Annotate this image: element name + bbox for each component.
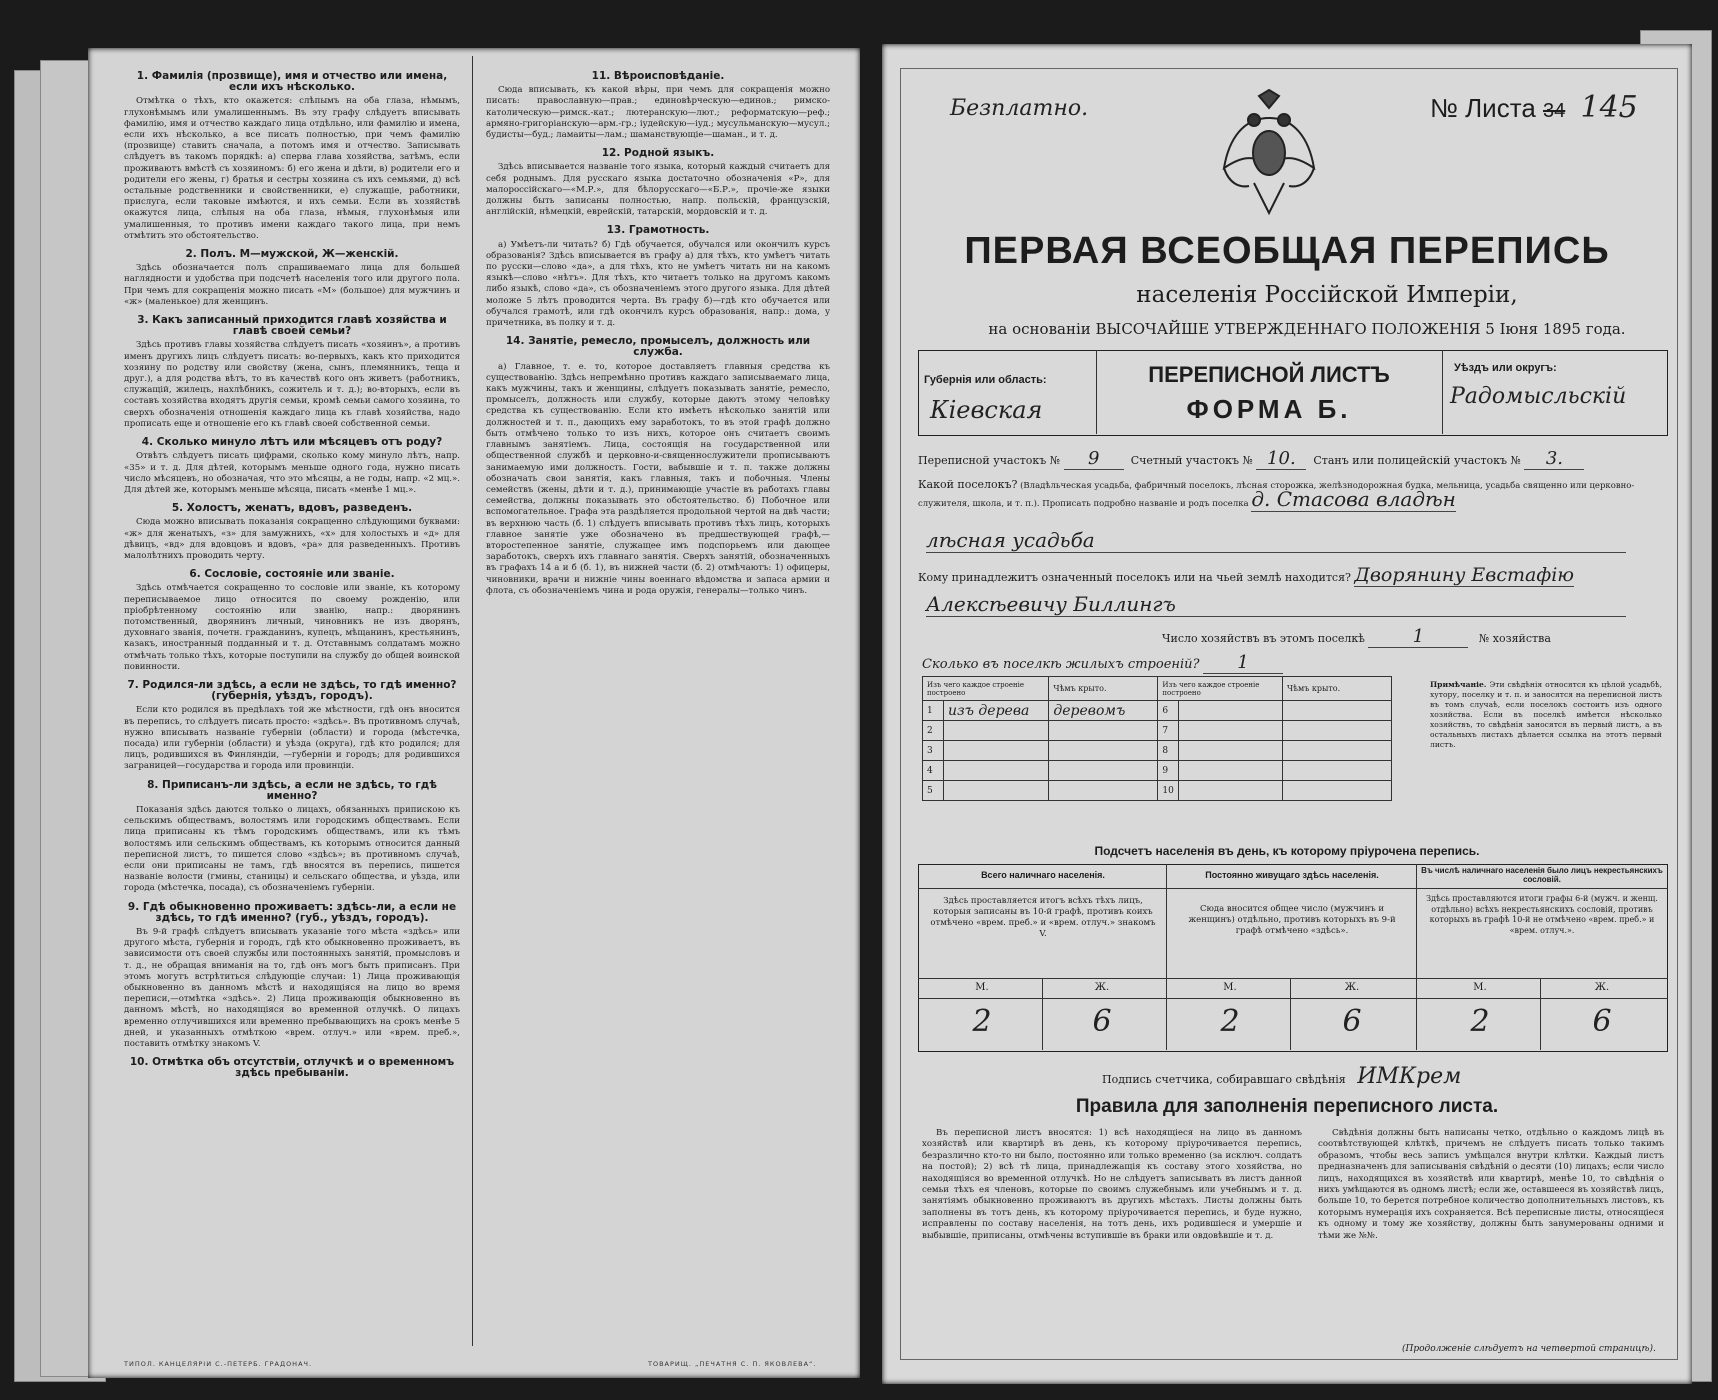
owner-value-2: Алексѣевичу Биллингъ: [926, 592, 1626, 617]
empty-cell: [1049, 721, 1158, 741]
poselok-label: Какой поселокъ?: [918, 478, 1018, 491]
instruction-text: Здѣсь противъ главы хозяйства слѣдуетъ писать «хозяинъ», а противъ именъ другихъ лицъ слѣдуетъ писать: во-первыхъ, какъ кто приходится хозяину по родству или свойству (жена, сынъ, племянникъ, теща и друг.), а для родства вѣтъ, то въ качествѣ кого онъ живетъ (работникъ, служащій, жилецъ, нахлѣбникъ, сожитель и т. д.); во-вторыхъ, если въ составъ хозяйства входятъ другія семьи, кромѣ семьи самого хозяина, то сверхъ обозначенія отношенія каждаго лица къ главѣ хозяйства, надо прописать еще и отношеніе его къ главѣ своей собственной семьи.: [124, 340, 460, 429]
instruction-text: Отвѣтъ слѣдуетъ писать цифрами, сколько кому минуло лѣтъ, напр. «35» и т. д. Для дѣтей, которымъ меньше одного года, нужно писать число мѣсяцевъ, но обозначая, что это мѣсяцы, а не годы, напр. «2 мц.». Для дѣтей же, которымъ меньше мѣсяца, писать «менѣе 1 мц.».: [124, 451, 460, 495]
instruction-heading: 3. Какъ записанный приходится главѣ хозяйства и главѣ своей семьи?: [137, 314, 447, 338]
poselok-value-1: д. Стасова владѣн: [1251, 487, 1456, 511]
count-col-head-2: Постоянно живущаго здѣсь населенія.: [1205, 870, 1379, 880]
instruction-text: Сюда можно вписывать показанія сокращенно слѣдующими буквами: «ж» для женатыхъ, «з» для замужнихъ, «х» для холостыхъ и «д» для дѣвицъ, «вд» для вдовцовъ и вдовъ, «ра» для разведенныхъ. Противъ малолѣтнихъ проводить черту.: [124, 517, 460, 561]
stan-label: Станъ или полицейскій участокъ №: [1313, 454, 1521, 467]
count-male-label: М.: [975, 982, 989, 993]
form-subtitle: населенія Россійской Имперіи,: [1136, 282, 1518, 308]
instruction-text: Здѣсь обозначается полъ спрашиваемаго лица для большей наглядности и удобства при подсчетѣ населенія того или другого пола. При чемъ для сокращенія можно писать «М» (большое) для мужчинъ и «ж» (маленькое) для женщинъ.: [124, 263, 460, 307]
instruction-text: Въ 9-й графѣ слѣдуетъ вписывать указаніе того мѣста «здѣсь» или другого мѣста, губернія и городъ, гдѣ кто обыкновенно проживаетъ, въ зависимости отъ своей службы или постоянныхъ занятій, промысловъ и т. д., не обращая вниманія на то, гдѣ онъ могъ быть приписанъ. При этомъ могутъ встрѣтиться слѣдующіе случаи: 1) Лица проживающія обыкновенно въ данномъ мѣстѣ и находящіяся на лицо во время переписи,—отмѣтка «здѣсь». 2) Лица проживающія обыкновенно въ данномъ мѣстѣ, но находящіяся во временной отлучкѣ. О лицахъ временно отлучившихся или временно пребывающихъ на срокъ менѣе 5 дней, и указанныхъ отмѣткою «врем. отлуч.» или «врем. преб.», поставить отмѣтку знакомъ V.: [124, 927, 460, 1050]
free-label: Безплатно.: [950, 96, 1089, 121]
empty-cell: [1283, 761, 1392, 781]
empty-cell: [1179, 781, 1283, 801]
empty-cell: [1049, 741, 1158, 761]
material-cell: изъ дерева: [944, 701, 1049, 721]
count-desc-1: Здѣсь проставляется итогъ всѣхъ тѣхъ лицъ, которыя записаны въ 10-й графѣ, противъ коихъ отмѣчено «врем. преб.» и «врем. отлуч.» знакомъ V.: [930, 896, 1156, 939]
empty-cell: [1179, 701, 1283, 721]
count-value: 6: [1592, 1004, 1612, 1039]
empty-cell: [1179, 721, 1283, 741]
imperial-eagle-emblem: [1214, 88, 1324, 218]
buildings-row: [922, 652, 1283, 674]
instructions-page: [88, 48, 860, 1378]
form-type-sub: ФОРМА Б.: [1186, 394, 1352, 424]
sheet-number: [1430, 90, 1638, 125]
instruction-heading: 8. Приписанъ-ли здѣсь, а если не здѣсь, то гдѣ именно?: [147, 778, 437, 802]
poselok-note: (Владѣльческая усадьба, фабричный поселокъ, лѣсная сторожка, желѣзнодорожная будка, мельница, усадьба священно или церковно-служителя, школа, и т. п.). Прописать подробно названіе и родъ поселка: [918, 481, 1635, 509]
buildings-label: Сколько въ поселкѣ жилыхъ строеній?: [922, 657, 1200, 672]
form-basis: на основаніи ВЫСОЧАЙШЕ УТВЕРЖДЕННАГО ПОЛОЖЕНІЯ 5 Іюня 1895 года.: [988, 320, 1626, 338]
sheet-number-handwritten: 145: [1580, 90, 1638, 125]
empty-cell: [1283, 741, 1392, 761]
count-female-label: Ж.: [1594, 982, 1610, 993]
count-hrule-3: [918, 998, 1668, 999]
instruction-heading: 6. Сословіе, состояніе или званіе.: [189, 568, 395, 581]
instructions-column-2: [486, 64, 830, 1354]
table-row: [923, 677, 1392, 701]
stan-value: 3.: [1524, 448, 1584, 470]
row-number: 3: [923, 741, 944, 761]
printer-footer-right: ТОВАРИЩ. „ПЕЧАТНЯ С. П. ЯКОВЛЕВА“.: [648, 1360, 817, 1368]
empty-cell: [944, 761, 1049, 781]
table-header-cell: Изъ чего каждое строеніе построено: [923, 677, 1049, 701]
gubernia-value: Кіевская: [930, 396, 1043, 424]
instruction-text: а) Главное, т. е. то, которое доставляетъ главныя средства къ существованію. Здѣсь непремѣнно противъ каждаго записываемаго лица, какъ мужчины, такъ и женщины, слѣдуетъ показывать занятіе, ремесло, промыселъ, должность или службу, которые даютъ этому человѣку средства къ существованію. Если кто имѣетъ нѣсколько занятій или должностей и т. п., дающихъ ему заработокъ, то въ этой графѣ должно быть отмѣчено только то изъ нихъ, которое онъ считаетъ своимъ главнымъ занятіемъ. Лица, состоящія на государственной или общественной службѣ и церковно-и-священнослужители прописываютъ занимаемую ими должность. Гости, вабывшіе и т. п. также должны обозначать свои занятія, какъ главныя, такъ и побочныя. Члены семействъ (жены, дѣти и т. д.), принимающіе участіе въ работахъ главы семейства, должны показывать это обстоятельство. б) Побочное или вспомогательное. Графа эта раздѣляется продольной чертой на двѣ части; въ верхнюю часть (б. 1) слѣдуетъ вписывать противъ тѣхъ лицъ, которыхъ главное занятіе уже обозначено въ предшествующей графѣ,—второстепенное занятіе, служащее имъ подспорьемъ или дающее заработокъ, сверхъ ихъ главнаго занятія. Сверхъ занятій, обозначенныхъ въ графахъ 14 а и б (б. 1), въ нижней части (б. 2) отмѣчаютъ: 1) офицеры, чиновники, врачи и нижніе чины военнаго вѣдомства и запаса армии и флота, съ обозначеніемъ чина и рода оружія, генералы—только чинъ.: [486, 361, 830, 596]
count-col-head-3: Въ числѣ наличнаго населенія было лицъ некрестьянскихъ сословій.: [1421, 866, 1663, 884]
poselok-value-2: лѣсная усадьба: [926, 528, 1626, 553]
instruction-heading: 11. Вѣроисповѣданіе.: [591, 70, 725, 82]
count-mf-divider: [1540, 978, 1541, 1050]
owner-row: [918, 564, 1668, 587]
uchastok-value: 9: [1064, 448, 1124, 470]
count-divider-1: [1166, 864, 1167, 1050]
instruction-heading: 10. Отмѣтка объ отсутствіи, отлучкѣ и о временномъ здѣсь пребываніи.: [129, 1056, 455, 1080]
table-row: [923, 761, 1392, 781]
count-female-label: Ж.: [1344, 982, 1360, 993]
rules-right-text: Свѣдѣнія должны быть написаны четко, отдѣльно о каждомъ лицѣ въ соотвѣтствующей клѣткѣ, причемъ не слѣдуетъ писать только такимъ образомъ, чтобы весь записъ умѣщался внутри клѣтки. Каждый листъ предназначенъ для записыванія свѣдѣній о десяти (10) лицахъ; если число лицъ, находящихся въ хозяйствѣ или квартирѣ, менѣе 10, то свѣдѣнія о нихъ умѣщаются въ одномъ листѣ; если же, оставшееся въ хозяйствѣ лицъ, больше 10, то берется потребное количество дополнительныхъ листовъ, къ которымъ нумерація ихъ сохраняется. Всѣ переписные листы, относящіеся къ одному и тому же хозяйству, должны быть занумерованы одними и тѣми же №№.: [1318, 1128, 1664, 1241]
row-number: 7: [1158, 721, 1179, 741]
row-number: 9: [1158, 761, 1179, 781]
instruction-text: Если кто родился въ предѣлахъ той же мѣстности, гдѣ онъ вносится въ перепись, то слѣдуетъ писать просто: «здѣсь». Въ противномъ случаѣ, нужно вписывать названіе губерніи (области) и города (мѣстечка, посада) или губерніи (области) и уѣзда (округа), гдѣ кто родился; для лицъ, родившихся въ Финляндіи, —губерніи и городъ; для родившихся заграницей—государства и города или провинціи.: [124, 705, 460, 772]
owner-label: Кому принадлежитъ означенный поселокъ или на чьей землѣ находится?: [918, 571, 1351, 584]
households-row: [1162, 626, 1662, 648]
count-col-head-1: Всего наличнаго населенія.: [981, 870, 1105, 880]
empty-cell: [1283, 721, 1392, 741]
table-row: [923, 701, 1392, 721]
count-male-label: М.: [1473, 982, 1487, 993]
schetny-label: Счетный участокъ №: [1130, 454, 1253, 467]
row-number: 5: [923, 781, 944, 801]
instruction-text: Сюда вписывать, къ какой вѣры, при чемъ для сокращенія можно писать: православную—прав.; единовѣрческую—единов.; римско-католическую—римск.-кат.; лютеранскую—лют.; реформатскую—реф.; армяно-григоріанскую—арм.-гр.; іудейскую—іуд.; мусульманскую—мусул.; будисты—буд.; ламаиты—лам.; шаманствующіе—шаман., и т. д.: [486, 85, 830, 141]
households-label: Число хозяйствъ въ этомъ поселкѣ: [1162, 632, 1365, 645]
note-block: [1430, 680, 1662, 750]
row-number: 1: [923, 701, 944, 721]
instruction-text: Отмѣтка о тѣхъ, кто окажется: слѣпымъ на оба глаза, нѣмымъ, глухонѣмымъ или умалишеннымъ. Въ эту графу слѣдуетъ вписывать фамилію, имя и отчество каждаго лица отдѣльно, или фамилію и имена, если ихъ нѣсколько, а все писать полностью, при чемъ фамилію (прозвище) ставить сначала, а потомъ имя и отчество. Записывать слѣдуетъ въ такомъ порядкѣ: а) сперва глава хозяйства, затѣмъ, если проживаютъ вмѣстѣ съ хозяиномъ: б) его жена и дѣти, в) родители его и родители его жены, г) братья и сестры хозяина съ ихъ семьями, д) всѣ остальные родственники и свойственники, е) служащіе, работники, прислуга, если таковые имѣются, и ихъ семьи. Если въ хозяйствѣ окажутся лица, слѣпыя на оба глаза, нѣмыя, глухонѣмыя или умалишенныя, то противъ имени каждаго такого лица, при немъ отмѣтить это обстоятельство.: [124, 96, 460, 241]
household-number-label: № хозяйства: [1478, 632, 1551, 645]
uchastok-label: Переписной участокъ №: [918, 454, 1061, 467]
empty-cell: [1283, 701, 1392, 721]
note-title: Примѣчаніе.: [1430, 680, 1487, 689]
instruction-heading: 4. Сколько минуло лѣтъ или мѣсяцевъ отъ роду?: [141, 436, 443, 449]
empty-cell: [944, 741, 1049, 761]
instruction-heading: 14. Занятіе, ремесло, промыселъ, должность или служба.: [505, 335, 811, 359]
buildings-table: [922, 676, 1392, 801]
count-value: 2: [972, 1004, 992, 1039]
table-row: [923, 781, 1392, 801]
households-value: 1: [1368, 626, 1468, 648]
sheet-number-crossed: 34: [1543, 100, 1566, 122]
row-number: 6: [1158, 701, 1179, 721]
instruction-text: Здѣсь вписывается названіе того языка, который каждый считаетъ для себя роднымъ. Для русскаго языка достаточно обозначенія «Р», для малороссійскаго—«М.Р.», для бѣлорусскаго—«Б.Р.», прочіе-же языки должны быть записаны полностью, напр. польскій, французскій, англійскій, нѣмецкій, еврейскій, татарскій, мордовскій и т. д.: [486, 162, 830, 218]
empty-cell: [1049, 781, 1158, 801]
table-header-cell: Чѣмъ крыто.: [1283, 677, 1392, 701]
instructions-column-1: [124, 64, 460, 1354]
empty-cell: [1179, 741, 1283, 761]
empty-cell: [1049, 761, 1158, 781]
buildings-value: 1: [1203, 652, 1283, 674]
count-value: 6: [1342, 1004, 1362, 1039]
row-number: 10: [1158, 781, 1179, 801]
count-hrule-1: [918, 888, 1668, 889]
count-mf-divider: [1290, 978, 1291, 1050]
rules-title: Правила для заполненія переписного листа.: [1075, 1096, 1499, 1117]
empty-cell: [1179, 761, 1283, 781]
instruction-heading: 5. Холостъ, женатъ, вдовъ, разведенъ.: [171, 502, 413, 515]
header-divider-2: [1442, 350, 1443, 434]
row-number: 4: [923, 761, 944, 781]
table-row: [923, 721, 1392, 741]
form-type-title: ПЕРЕПИСНОЙ ЛИСТЪ: [1148, 362, 1390, 387]
instruction-text: Здѣсь отмѣчается сокращенно то сословіе или званіе, къ которому переписываемое лицо относится по своему рожденію, или пріобрѣтенному состоянію или званію, напр.: дворянинъ потомственный, дворянинъ личный, чиновникъ не изъ дворянъ, духовнаго званія, почетн. гражданинъ, купецъ, мѣщанинъ, крестьянинъ, казакъ, иностранный подданный и т. д. Отставнымъ солдатамъ можно отмѣчать только тѣхъ, которые поступили на службу до общей воинской повинности.: [124, 583, 460, 672]
printer-footer-left: ТИПОЛ. КАНЦЕЛЯРІИ С.-ПЕТЕРБ. ГРАДОНАЧ.: [124, 1360, 313, 1368]
row-number: 8: [1158, 741, 1179, 761]
count-female-label: Ж.: [1094, 982, 1110, 993]
instruction-heading: 7. Родился-ли здѣсь, а если не здѣсь, то гдѣ именно? (губернія, уѣздъ, городъ).: [127, 678, 457, 703]
uezd-label: Уѣздъ или округъ:: [1454, 362, 1557, 374]
roof-cell: деревомъ: [1049, 701, 1158, 721]
empty-cell: [1283, 781, 1392, 801]
instruction-heading: 12. Родной языкъ.: [601, 147, 715, 160]
instruction-heading: 2. Полъ. М—мужской, Ж—женскій.: [185, 248, 399, 261]
count-desc-2: Сюда вносится общее число (мужчинъ и женщинъ) отдѣльно, противъ которыхъ въ 9-й графѣ отмѣчено «здѣсь».: [1188, 904, 1396, 936]
count-hrule-2: [918, 978, 1668, 979]
continued-note: (Продолженіе слѣдуетъ на четвертой страницѣ).: [1402, 1344, 1656, 1354]
sheet-number-label: № Листа: [1430, 93, 1536, 123]
empty-cell: [944, 721, 1049, 741]
census-form-page: [882, 44, 1692, 1384]
table-header-cell: Чѣмъ крыто.: [1049, 677, 1158, 701]
signature-row: [1102, 1064, 1461, 1089]
gubernia-label: Губернія или область:: [924, 374, 1047, 386]
count-divider-2: [1416, 864, 1417, 1050]
instruction-heading: 9. Гдѣ обыкновенно проживаетъ: здѣсь-ли, а если не здѣсь, то гдѣ именно? (губ., уѣздъ, городъ).: [127, 900, 457, 924]
instruction-text: Показанія здѣсь даются только о лицахъ, обязанныхъ припискою къ сельскимъ обществамъ, волостямъ или городскимъ обществамъ. Если лица приписаны къ тѣмъ городскимъ обществамъ, или къ тѣмъ волостямъ или сельскимъ обществамъ, къ которымъ относится данный переписной листъ, то пишется слово «здѣсь»; въ противномъ случаѣ, если они приписаны не тамъ, гдѣ вносятся въ перепись, пишется названіе волости (гмины, станицы) и сельскаго общества, и уѣзда, или города (мѣстечка, посада), съ обозначеніемъ губерніи.: [124, 804, 460, 894]
table-row: [923, 741, 1392, 761]
signature-label: Подпись счетчика, собиравшаго свѣдѣнія: [1102, 1073, 1346, 1086]
count-value: 2: [1220, 1004, 1240, 1039]
instruction-text: а) Умѣетъ-ли читать? б) Гдѣ обучается, обучался или окончилъ курсъ образованія? Здѣсь вписывается въ графу а) для тѣхъ, кто умѣетъ читать по русски—слово «да», а для тѣхъ, кто не умѣетъ читать ни на какомъ языкѣ—слово «нѣтъ». Для тѣхъ, кто читаетъ только на другомъ какомъ либо языкѣ, слово «да», съ обозначеніемъ этого другого языка. Для дѣтей моложе 5 лѣтъ проводится черта. Въ графу б)—гдѣ кто обучается или обучался грамотѣ, или гдѣ окончилъ курсъ образованія, напр.: дома, у причетника, въ полку и т. д.: [486, 239, 830, 329]
owner-value-1: Дворянину Евстафію: [1354, 564, 1575, 586]
empty-cell: [944, 781, 1049, 801]
rules-left-text: Въ переписной листъ вносятся: 1) всѣ находящіеся на лицо въ данномъ хозяйствѣ или квартирѣ въ день, къ которому пріурочивается перепись, безразлично кто-то ни было, постоянно или только временно (за исключ. солдатъ на постой); 2) всѣ тѣ лица, принадлежащія къ составу этого хозяйства, но находящіяся во временной отлучкѣ. Но не слѣдуетъ записывать въ листъ данной семьи тѣхъ ея членовъ, которые по своимъ служебнымъ или учебнымъ и т. д. занятіямъ обыкновенно проживаютъ въ другихъ мѣстахъ. Листы должны быть заполнены въ тотъ день, къ которому пріурочивается перепись, и буде нужно, исправлены по составу населенія, на тотъ день, ихъ родившіеся и умершіе и выбывшіе, приписаны, отмѣчены вступившіе въ браки или овдовѣвшіе и т. д.: [922, 1128, 1302, 1241]
poselok-row: [918, 478, 1668, 511]
count-desc-3: Здѣсь проставляются итоги графы 6-й (мужч. и женщ. отдѣльно) всѣхъ некрестьянскихъ сословій, противъ которыхъ въ графѣ 10-й не отмѣчено «врем. преб.» и «врем. отлуч.».: [1426, 894, 1658, 935]
count-value: 2: [1470, 1004, 1490, 1039]
uchastok-row: [918, 448, 1678, 470]
instruction-heading: 13. Грамотность.: [606, 224, 710, 237]
count-male-label: М.: [1223, 982, 1237, 993]
table-header-cell: Изъ чего каждое строеніе построено: [1158, 677, 1283, 701]
count-title: Подсчетъ населенія въ день, къ которому пріурочена перепись.: [1094, 844, 1480, 858]
signature-value: ИМКрем: [1357, 1064, 1462, 1089]
row-number: 2: [923, 721, 944, 741]
schetny-value: 10.: [1256, 448, 1306, 470]
note-text: Эти свѣдѣнія относятся къ цѣлой усадьбѣ, хутору, поселку и т. п. и заносятся на переписной листъ въ томъ случаѣ, если поселокъ состоитъ изъ одного хозяйства. Если въ поселкѣ имѣется нѣсколько хозяйствъ, то свѣдѣнія заносятся въ первый листъ, а въ остальныхъ листахъ дѣлается ссылка на этотъ первый листъ.: [1430, 680, 1662, 749]
instruction-heading: 1. Фамилія (прозвище), имя и отчество или имена, если ихъ нѣсколько.: [136, 70, 448, 94]
column-divider: [472, 56, 473, 1346]
form-title: ПЕРВАЯ ВСЕОБЩАЯ ПЕРЕПИСЬ: [964, 230, 1610, 272]
uezd-value: Радомысльскій: [1450, 384, 1627, 409]
count-value: 6: [1092, 1004, 1112, 1039]
